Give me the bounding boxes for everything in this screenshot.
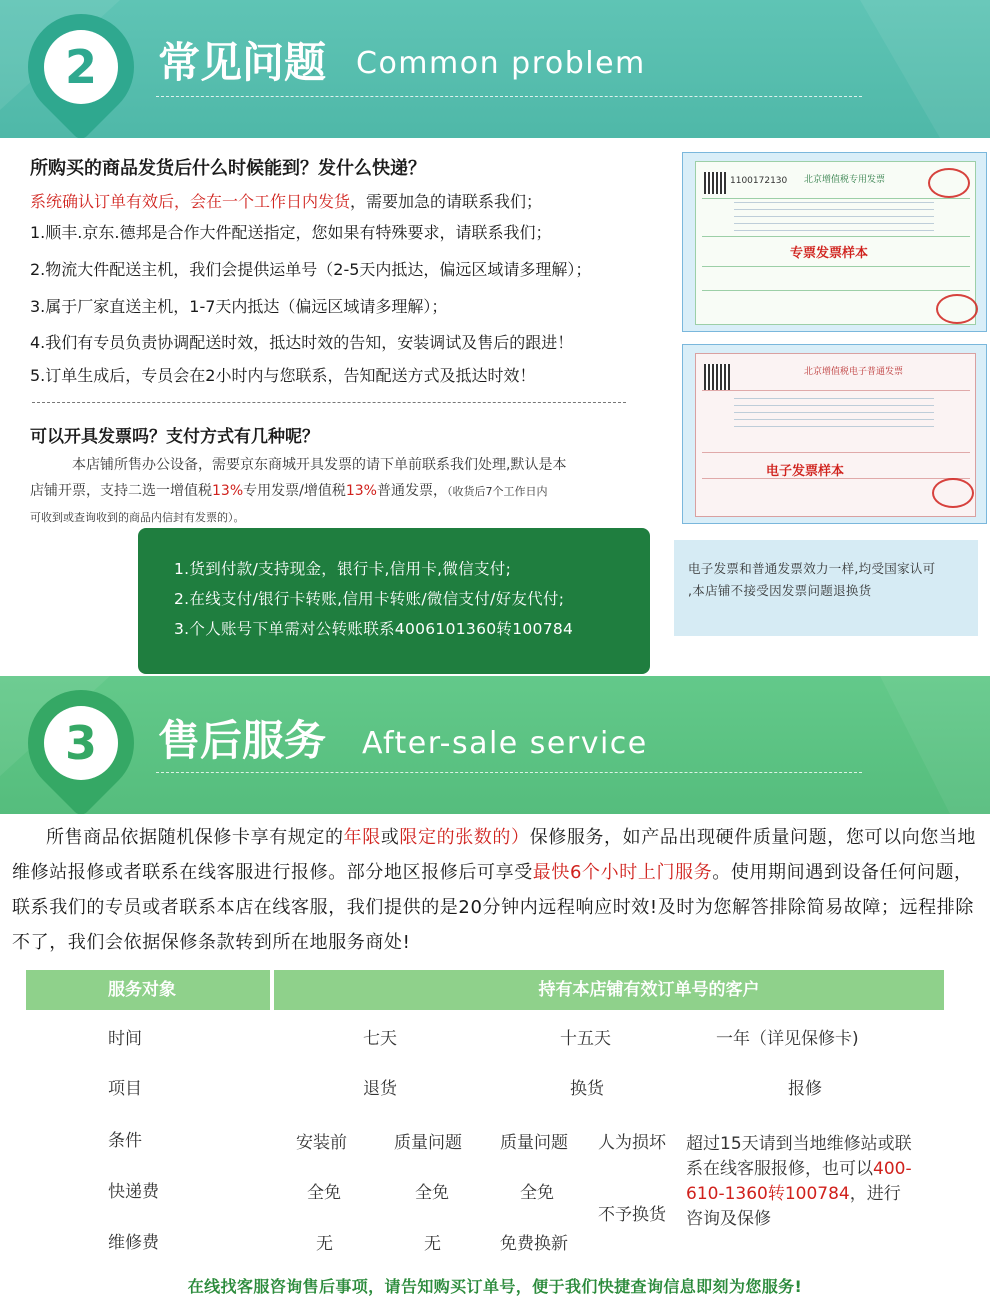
seal-icon: [928, 168, 970, 198]
qr-code-icon: [704, 364, 730, 390]
row-label-time: 时间: [108, 1029, 142, 1049]
time-return: 七天: [363, 1029, 397, 1049]
time-warranty: 一年（详见保修卡): [716, 1029, 859, 1049]
section-subtitle: Common problem: [356, 46, 646, 81]
payment-methods-box: [138, 528, 650, 674]
footer-notice: 在线找客服咨询售后事项，请告知购买订单号，便于我们快捷查询信息即刻为您服务!: [187, 1277, 803, 1296]
row-label-item: 项目: [108, 1079, 142, 1099]
delivery-item-1: 1.顺丰.京东.德邦是合作大件配送指定，您如果有特殊要求，请联系我们；: [30, 223, 552, 242]
invoice-number: 1100172130: [730, 176, 788, 186]
invoice-paragraph: [30, 452, 660, 531]
delivery-line-rest: ，需要加急的请联系我们；: [350, 192, 543, 211]
no-exchange: 不予换货: [598, 1205, 666, 1225]
section-number: 2: [44, 30, 118, 104]
section-title: 售后服务: [158, 716, 327, 765]
repair-free-replace: 免费换新: [500, 1234, 568, 1254]
invoice-note-line-1: 电子发票和普通发票效力一样,均受国家认可: [688, 561, 936, 576]
delivery-question: 所购买的商品发货后什么时候能到？发什么快递？: [30, 158, 426, 179]
delivery-item-5: 5.订单生成后，专员会在2小时内与您联系，告知配送方式及抵达时效！: [30, 366, 536, 385]
condition-human-damage: 人为损坏: [598, 1133, 666, 1153]
invoice-note: [674, 540, 978, 636]
invoice-line-1: 本店铺所售办公设备，需要京东商城开具发票的请下单前联系我们处理,默认是本: [72, 457, 567, 473]
row-label-shipping: 快递费: [108, 1182, 159, 1202]
seal-icon: [936, 294, 978, 324]
invoice-line-3: 可收到或查询收到的商品内信封有发票的）。: [30, 511, 245, 524]
row-label-repair: 维修费: [108, 1233, 159, 1253]
divider: [156, 772, 862, 773]
delivery-line-0: [30, 189, 542, 212]
delivery-line-highlight: 系统确认订单有效后，会在一个工作日内发货: [30, 192, 351, 211]
item-repair: 报修: [788, 1079, 822, 1099]
delivery-item-2: 2.物流大件配送主机，我们会提供运单号（2-5天内抵达，偏远区域请多理解）；: [30, 260, 592, 279]
divider: [156, 96, 862, 97]
condition-quality-1: 质量问题: [394, 1133, 462, 1153]
table-header-target: 服务对象: [26, 970, 270, 1010]
section-2-banner: [0, 0, 990, 138]
invoice-sample-label: 电子发票样本: [766, 464, 845, 479]
shipping-free-3: 全免: [520, 1183, 554, 1203]
section-number-badge: [28, 14, 134, 120]
invoice-header: 北京增值税电子普通发票: [804, 367, 904, 377]
item-exchange: 换货: [570, 1079, 604, 1099]
invoice-sample-label: 专票发票样本: [790, 246, 869, 261]
invoice-question: 可以开具发票吗？支付方式有几种呢？: [30, 427, 319, 447]
table-header-customers: 持有本店铺有效订单号的客户: [274, 970, 944, 1010]
section-title: 常见问题: [158, 38, 327, 87]
shipping-free-2: 全免: [415, 1183, 449, 1203]
condition-quality-2: 质量问题: [500, 1133, 568, 1153]
repair-none-2: 无: [424, 1234, 441, 1254]
payment-method-3: 3.个人账号下单需对公转账联系4006101360转100784: [174, 620, 574, 638]
condition-before-install: 安装前: [296, 1133, 347, 1153]
section-3-banner: [0, 676, 990, 814]
delivery-item-3: 3.属于厂家直送主机，1-7天内抵达（偏远区域请多理解）；: [30, 297, 448, 316]
warranty-contact-note: 超过15天请到当地维修站或联系在线客服报修，也可以400-610-1360转100784，进行咨询及保修: [686, 1134, 912, 1229]
seal-icon: [932, 478, 974, 508]
shipping-free-1: 全免: [307, 1183, 341, 1203]
payment-method-1: 1.货到付款/支持现金，银行卡,信用卡,微信支付;: [174, 560, 512, 578]
delivery-item-4: 4.我们有专员负责协调配送时效，抵达时效的告知，安装调试及售后的跟进！: [30, 333, 574, 352]
repair-none-1: 无: [316, 1234, 333, 1254]
special-invoice-sample: [682, 152, 987, 332]
section-subtitle: After-sale service: [362, 726, 648, 761]
invoice-header: 北京增值税专用发票: [804, 175, 886, 185]
row-label-condition: 条件: [108, 1131, 142, 1151]
invoice-line-2: 店铺开票，支持二选一增值税13%专用发票/增值税13%普通发票，（收货后7个工作日内: [30, 483, 548, 499]
electronic-invoice-sample: [682, 344, 987, 524]
hotline-number: 400-610-1360转100784: [686, 1159, 912, 1204]
item-return: 退货: [363, 1079, 397, 1099]
after-sale-paragraph: 所售商品依据随机保修卡享有规定的年限或限定的张数的）保修服务，如产品出现硬件质量问题，您可以向您当地维修站报修或者联系在线客服进行报修。部分地区报修后可享受最快6个小时上门服务。使用期间遇到设备任何问题，联系我们的专员或者联系本店在线客服，我们提供的是20分钟内远程响应时效!及时为您解答排除简易故障；远程排除不了，我们会依据保修条款转到所在地服务商处!: [12, 827, 977, 953]
section-number: 3: [44, 706, 118, 780]
payment-method-2: 2.在线支付/银行卡转账,信用卡转账/微信支付/好友代付;: [174, 590, 565, 608]
barcode-icon: [704, 172, 726, 194]
invoice-note-line-2: ,本店铺不接受因发票问题退换货: [688, 583, 872, 598]
section-number-badge: [28, 690, 134, 796]
time-exchange: 十五天: [560, 1029, 611, 1049]
dashed-divider: [32, 402, 626, 403]
